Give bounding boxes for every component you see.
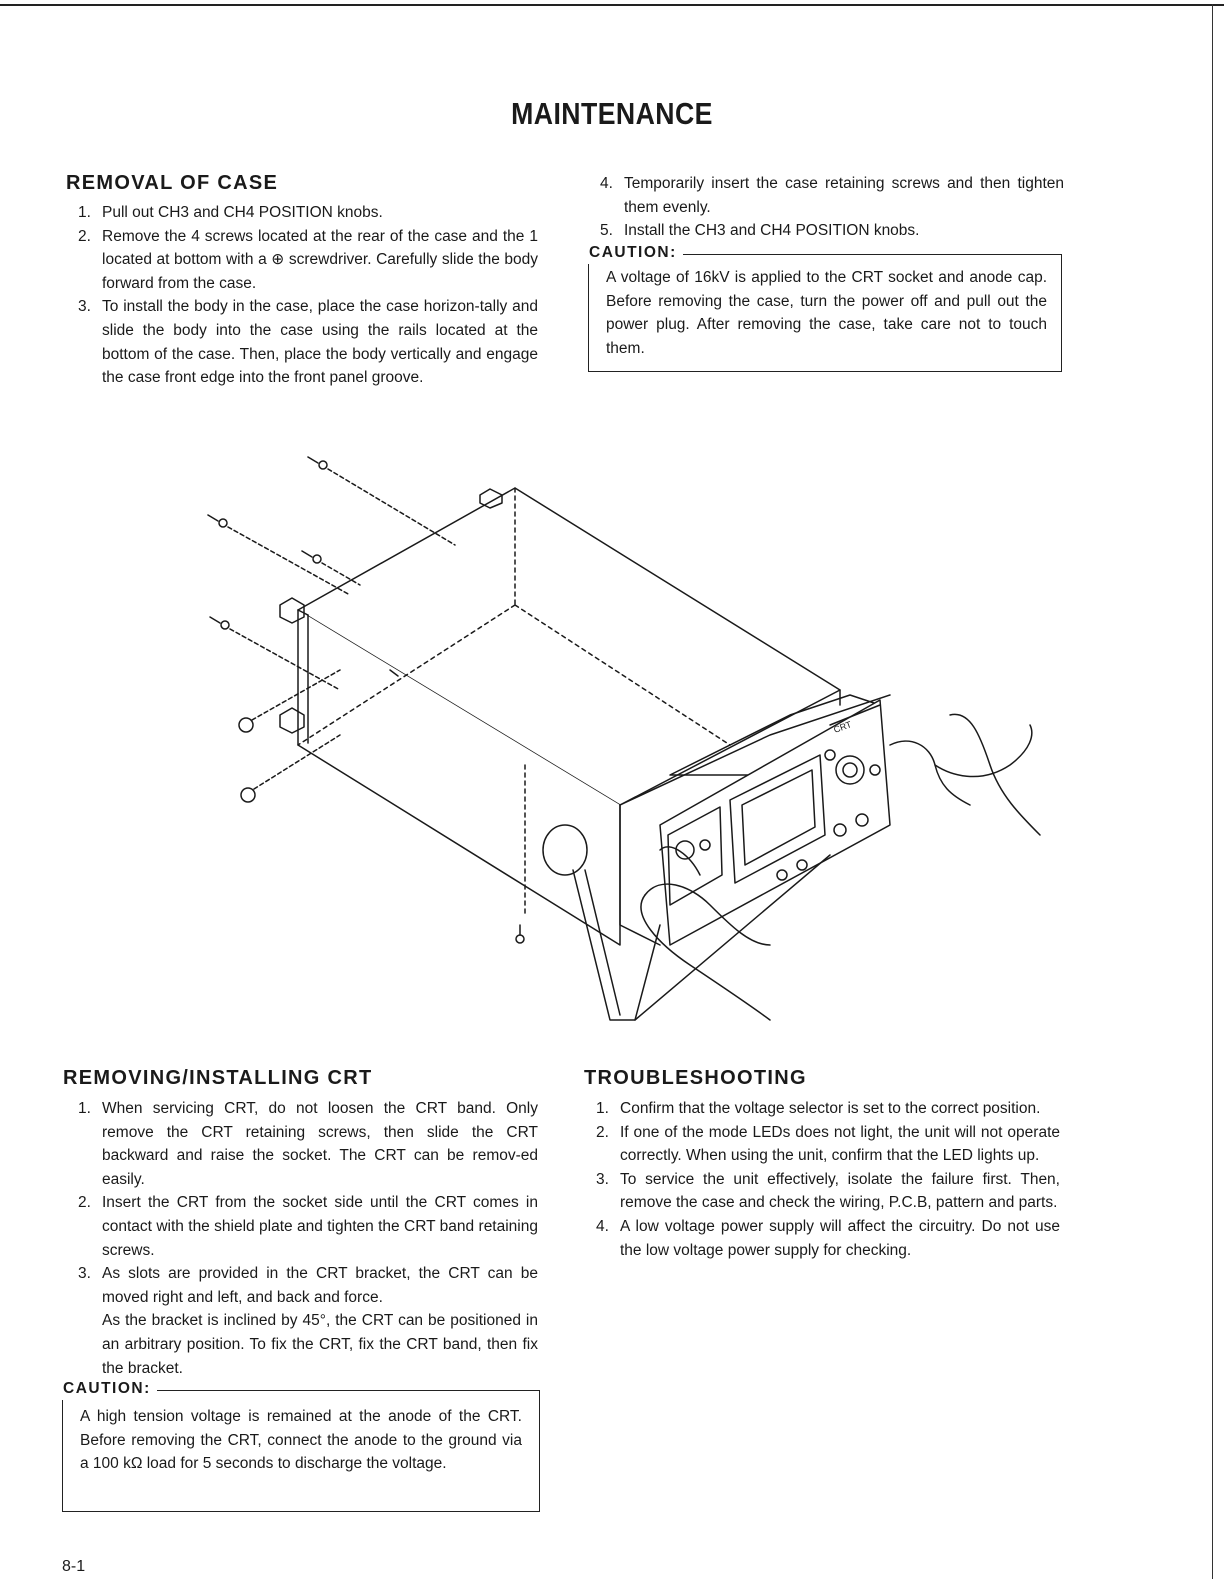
step-number: 5. bbox=[600, 222, 613, 240]
step-text: Confirm that the voltage selector is set to the correct position. bbox=[620, 1100, 1041, 1117]
crt-heading: REMOVING/INSTALLING CRT bbox=[63, 1067, 373, 1089]
caution-label: CAUTION: bbox=[59, 1378, 157, 1400]
list-item bbox=[66, 1309, 538, 1380]
list-item bbox=[66, 1097, 538, 1191]
list-item bbox=[584, 1168, 1060, 1215]
list-item bbox=[588, 172, 1064, 219]
caution-text: A high tension voltage is remained at the anode of the CRT. Before removing the CRT, connect the anode to the ground via a 100 kΩ load for 5 seconds to discharge the voltage. bbox=[80, 1408, 522, 1473]
step-number: 1. bbox=[596, 1100, 609, 1117]
step-number: 3. bbox=[78, 1265, 91, 1283]
list-item bbox=[66, 1262, 538, 1309]
step-number: 3. bbox=[78, 298, 91, 316]
list-item bbox=[588, 219, 1064, 243]
step-text: When servicing CRT, do not loosen the CRT band. Only remove the CRT retaining screws, then slide the CRT backward and raise the socket. The CRT can be remov-ed easily. bbox=[102, 1100, 538, 1188]
step-number: 2. bbox=[78, 1194, 91, 1212]
list-item bbox=[66, 201, 538, 225]
top-border-line bbox=[0, 4, 1224, 6]
list-item bbox=[584, 1097, 1060, 1121]
step-number: 1. bbox=[78, 204, 91, 221]
step-number: 2. bbox=[596, 1123, 609, 1141]
step-text: As the bracket is inclined by 45°, the CRT can be positioned in an arbitrary position. To fix the CRT, fix the CRT band, then fix the bracket. bbox=[102, 1312, 538, 1377]
step-text: A low voltage power supply will affect the circuitry. Do not use the low voltage power supply for checking. bbox=[620, 1217, 1060, 1259]
removal-steps-left bbox=[66, 201, 538, 390]
step-text: Temporarily insert the case retaining screws and then tighten them evenly. bbox=[624, 175, 1064, 216]
step-number: 2. bbox=[78, 227, 91, 245]
troubleshooting-heading: TROUBLESHOOTING bbox=[584, 1067, 807, 1089]
caution-text: A voltage of 16kV is applied to the CRT socket and anode cap. Before removing the case, turn the power off and pull out the power plug. After removing the case, take care not to touch them. bbox=[606, 269, 1047, 357]
step-number: 1. bbox=[78, 1100, 91, 1117]
step-text: If one of the mode LEDs does not light, the unit will not operate correctly. When using the unit, confirm that the LED lights up. bbox=[620, 1123, 1060, 1165]
list-item bbox=[584, 1121, 1060, 1168]
caution-label: CAUTION: bbox=[585, 242, 683, 264]
step-text: To service the unit effectively, isolate the failure first. Then, remove the case and check the wiring, P.C.B, pattern and parts. bbox=[620, 1170, 1060, 1212]
step-number: 4. bbox=[600, 175, 613, 192]
step-number: 4. bbox=[596, 1217, 609, 1235]
list-item bbox=[66, 225, 538, 296]
step-text: Insert the CRT from the socket side until the CRT comes in contact with the shield plate and tighten the CRT band retaining screws. bbox=[102, 1194, 538, 1259]
case-removal-illustration bbox=[190, 445, 1060, 1035]
troubleshooting-steps bbox=[584, 1097, 1060, 1262]
removal-of-case-heading: REMOVAL OF CASE bbox=[66, 172, 279, 194]
step-text: To install the body in the case, place the case horizon-tally and slide the body into the case using the rails located at the bottom of the case. Then, place the body vertically and engage the case front edge into the front panel groove. bbox=[102, 298, 538, 387]
caution-box-crt bbox=[62, 1380, 540, 1512]
right-border-line bbox=[1212, 4, 1213, 1579]
step-text: Install the CH3 and CH4 POSITION knobs. bbox=[624, 222, 920, 240]
list-item bbox=[66, 295, 538, 389]
panel-label: CRT bbox=[832, 719, 853, 735]
step-text: Pull out CH3 and CH4 POSITION knobs. bbox=[102, 204, 383, 221]
step-text: Remove the 4 screws located at the rear of the case and the 1 located at bottom with a ⊕ screwdriver. Carefully slide the body forward from the case. bbox=[102, 227, 538, 292]
step-number: 3. bbox=[596, 1170, 609, 1188]
page-number: 8-1 bbox=[62, 1558, 86, 1575]
list-item bbox=[66, 1191, 538, 1262]
caution-box-case bbox=[588, 244, 1062, 372]
page-title: MAINTENANCE bbox=[511, 96, 713, 131]
crt-steps bbox=[66, 1097, 538, 1380]
removal-steps-right bbox=[588, 172, 1064, 243]
list-item bbox=[584, 1215, 1060, 1262]
step-text: As slots are provided in the CRT bracket, the CRT can be moved right and left, and back and force. bbox=[102, 1265, 538, 1306]
